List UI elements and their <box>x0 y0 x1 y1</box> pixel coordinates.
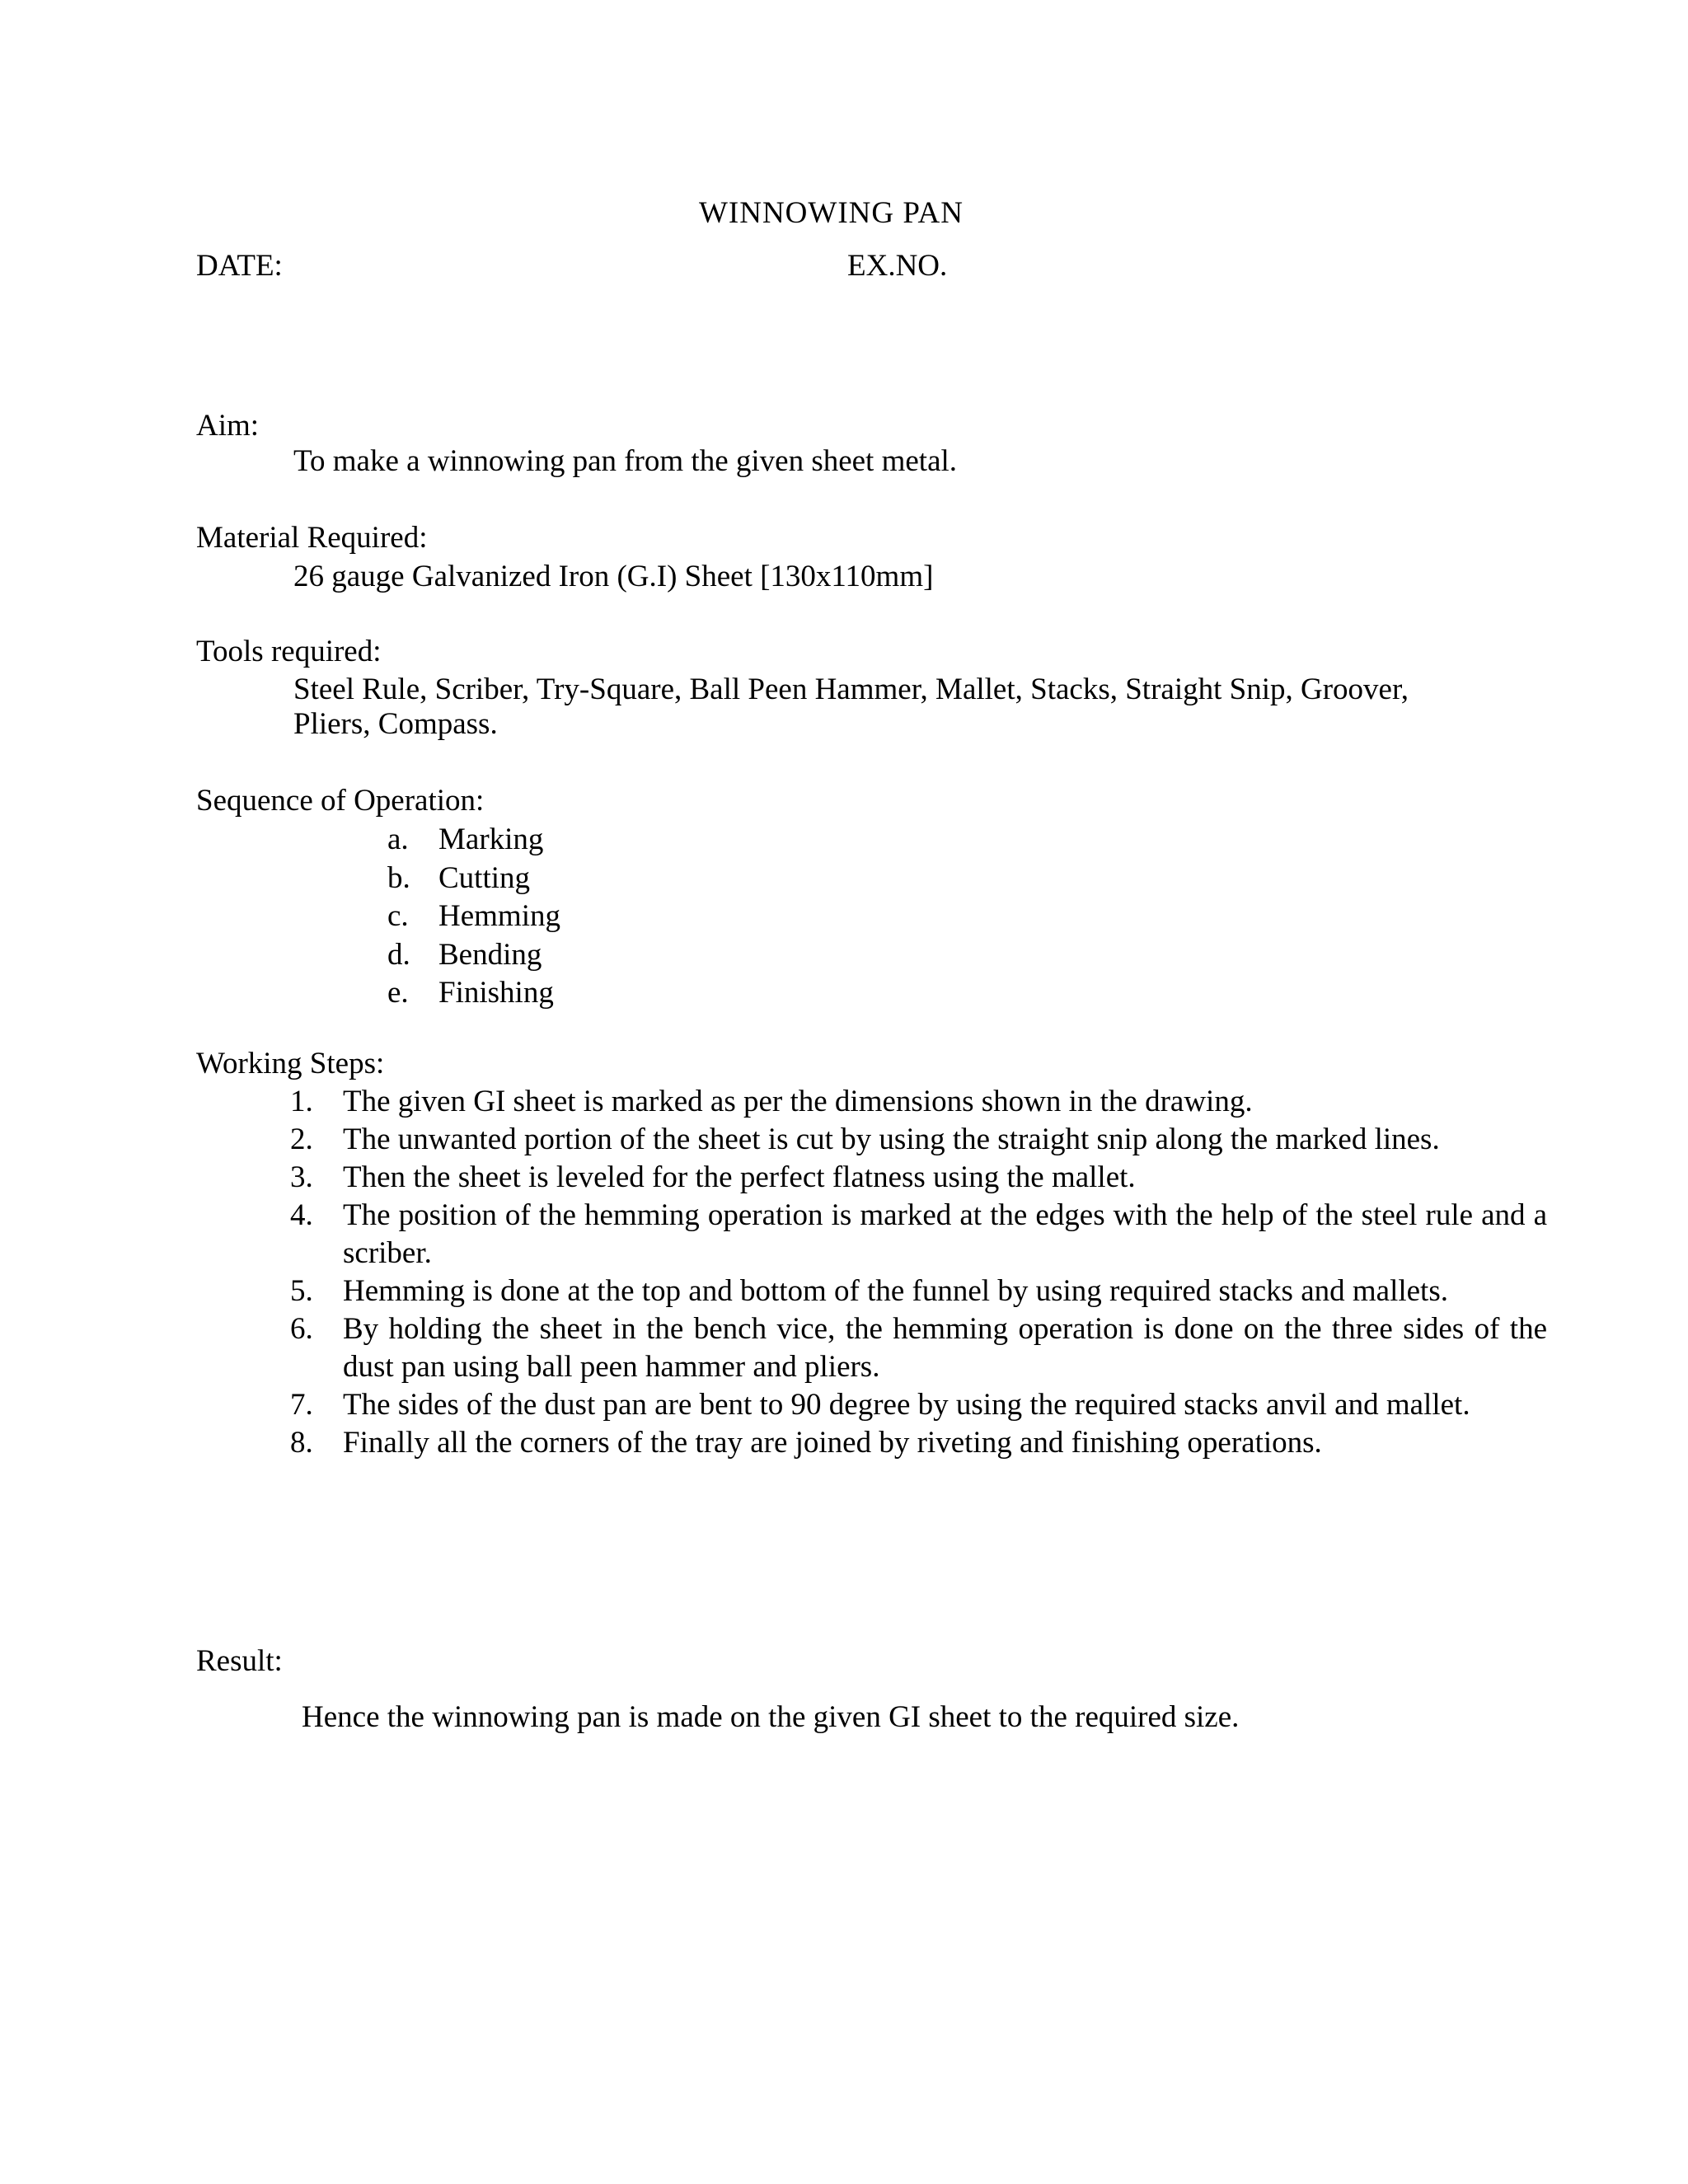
step-text: The position of the hemming operation is marked at the edges with the help of the steel rule and a scriber. <box>343 1198 1547 1270</box>
step-number: 2. <box>290 1122 313 1156</box>
working-steps-list <box>290 1083 1547 1462</box>
step-number: 8. <box>290 1426 313 1460</box>
list-marker: e. <box>387 976 409 1010</box>
date-label: DATE: <box>196 249 283 283</box>
step-number: 7. <box>290 1388 313 1422</box>
tools-heading: Tools required: <box>196 635 382 668</box>
list-item <box>387 937 560 976</box>
sequence-list <box>387 822 560 1014</box>
list-item <box>387 860 560 899</box>
list-marker: d. <box>387 937 410 972</box>
aim-heading: Aim: <box>196 409 260 443</box>
list-marker: b. <box>387 860 410 895</box>
list-item-text: Hemming <box>438 899 560 933</box>
list-item <box>290 1121 1547 1159</box>
step-text: Finally all the corners of the tray are joined by riveting and finishing operations. <box>343 1426 1322 1460</box>
list-item <box>290 1386 1547 1424</box>
step-text: Then the sheet is leveled for the perfect flatness using the mallet. <box>343 1160 1136 1194</box>
result-text: Hence the winnowing pan is made on the given GI sheet to the required size. <box>302 1700 1240 1734</box>
material-text: 26 gauge Galvanized Iron (G.I) Sheet [130x110mm] <box>293 560 934 593</box>
list-marker: c. <box>387 899 409 933</box>
list-item <box>290 1159 1547 1197</box>
list-item <box>290 1083 1547 1121</box>
step-number: 5. <box>290 1274 313 1308</box>
step-text: The unwanted portion of the sheet is cut by using the straight snip along the marked lines. <box>343 1122 1440 1156</box>
exno-label: EX.NO. <box>847 249 948 283</box>
step-text: The sides of the dust pan are bent to 90 degree by using the required stacks anvil and mallet. <box>343 1388 1470 1422</box>
list-item <box>290 1197 1547 1272</box>
step-number: 3. <box>290 1160 313 1194</box>
page-title: WINNOWING PAN <box>699 196 964 230</box>
list-marker: a. <box>387 823 409 856</box>
list-item <box>387 975 560 1014</box>
list-item <box>290 1424 1547 1462</box>
aim-text: To make a winnowing pan from the given sheet metal. <box>293 444 958 478</box>
step-number: 4. <box>290 1198 313 1232</box>
list-item <box>387 822 560 860</box>
sequence-heading: Sequence of Operation: <box>196 784 485 818</box>
list-item-text: Finishing <box>438 976 554 1010</box>
material-heading: Material Required: <box>196 521 428 555</box>
step-text: The given GI sheet is marked as per the dimensions shown in the drawing. <box>343 1085 1253 1118</box>
list-item-text: Marking <box>438 823 544 856</box>
step-text: By holding the sheet in the bench vice, the hemming operation is done on the three sides of the dust pan using ball peen hammer and pliers. <box>343 1312 1547 1384</box>
list-item-text: Cutting <box>438 860 531 895</box>
list-item <box>387 898 560 937</box>
step-number: 6. <box>290 1312 313 1346</box>
working-steps-heading: Working Steps: <box>196 1047 385 1080</box>
step-text: Hemming is done at the top and bottom of the funnel by using required stacks and mallets. <box>343 1274 1448 1308</box>
tools-text-line2: Pliers, Compass. <box>293 707 498 741</box>
result-heading: Result: <box>196 1644 283 1678</box>
list-item <box>290 1272 1547 1310</box>
tools-text-line1: Steel Rule, Scriber, Try-Square, Ball Peen Hammer, Mallet, Stacks, Straight Snip, Groover, <box>293 673 1409 706</box>
list-item <box>290 1310 1547 1386</box>
step-number: 1. <box>290 1085 313 1118</box>
list-item-text: Bending <box>438 937 542 972</box>
